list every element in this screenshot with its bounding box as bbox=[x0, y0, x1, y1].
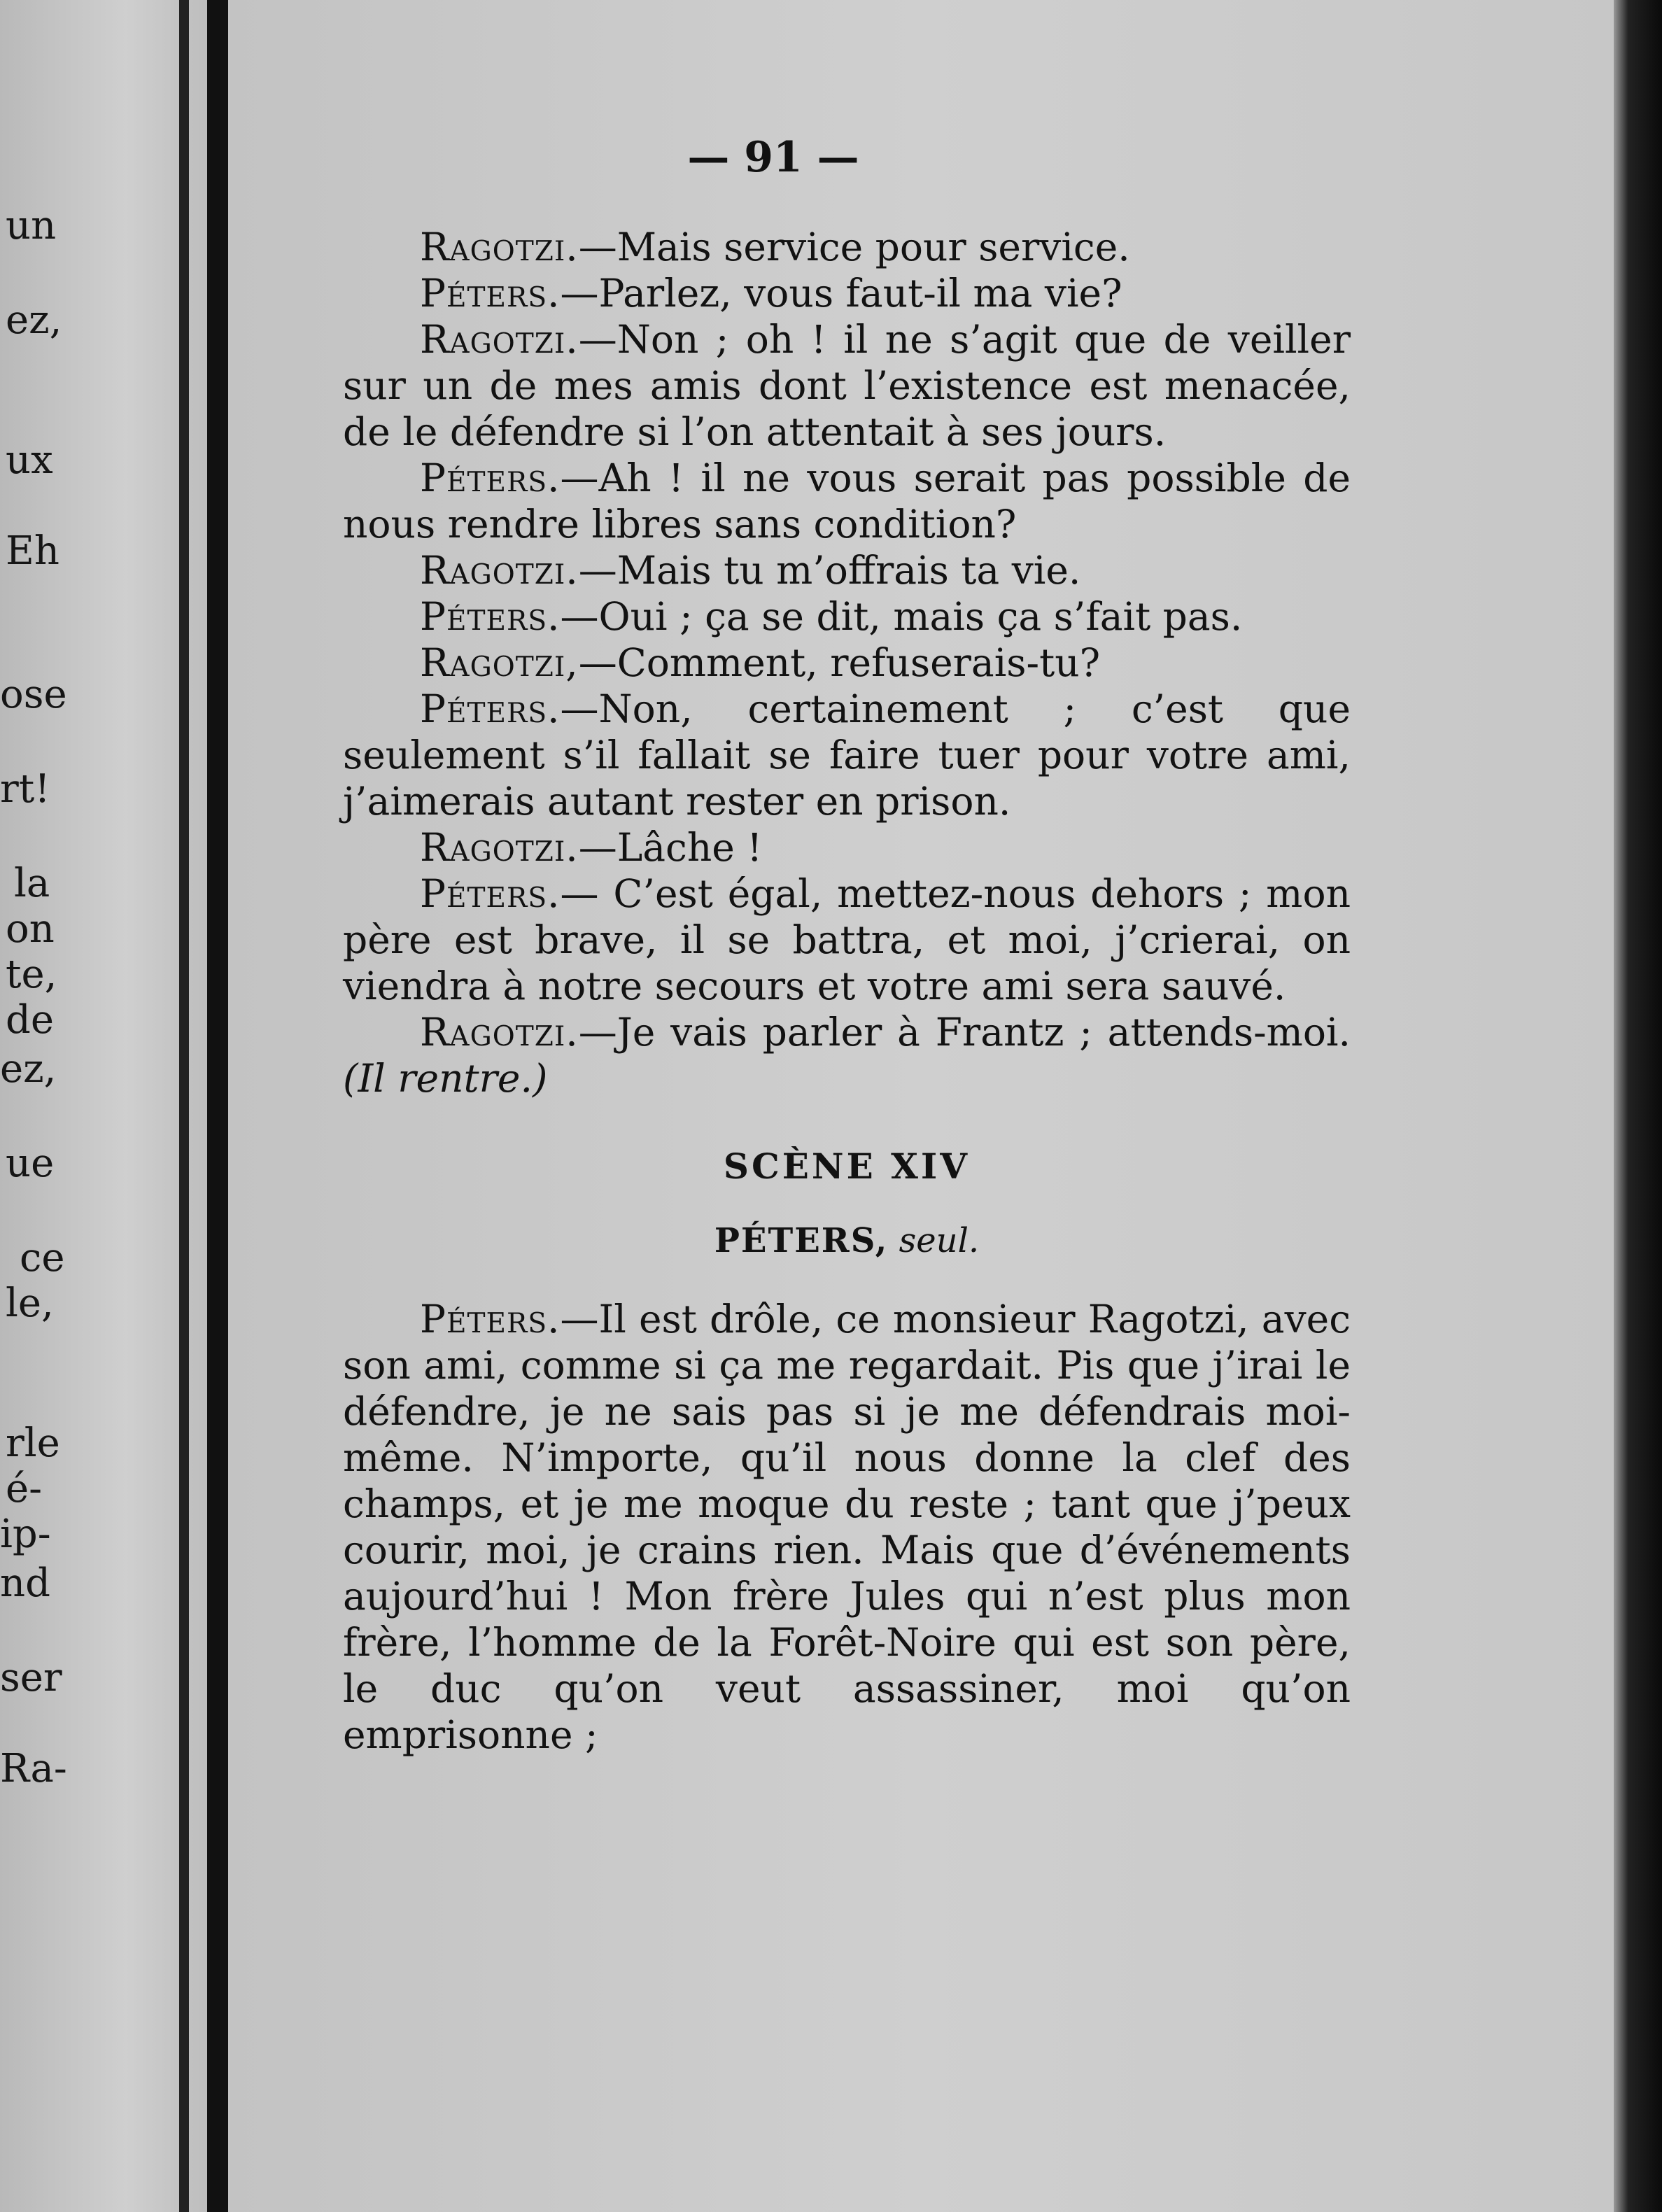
left-fragment: é- bbox=[6, 1466, 43, 1512]
speaker-name: Ragotzi. bbox=[420, 825, 579, 870]
monologue-text: —Il est drôle, ce monsieur Ragotzi, avec son ami, comme si ça me regardait. Pis que j’irai le défendre, je ne sais pas si je me défendrais moi-même. N’importe, qu’il nous donne la clef des champs, et je me moque du reste ; tant que j’peux courir, moi, je crains rien. Mais que d’événements aujourd’hui ! Mon frère Jules qui n’est plus mon frère, l’homme de la Forêt-Noire qui est son père, le duc qu’on veut assassiner, moi qu’on emprisonne ; bbox=[343, 1297, 1351, 1757]
left-fragment: ip- bbox=[0, 1512, 51, 1557]
left-fragment: Ra- bbox=[0, 1746, 67, 1791]
previous-page-edge bbox=[0, 0, 210, 2212]
cast-note: seul. bbox=[899, 1221, 980, 1260]
left-fragment: un bbox=[6, 203, 57, 248]
dialogue-line bbox=[343, 224, 1351, 270]
dialogue-text: — C’est égal, mettez-nous dehors ; mon père est brave, il se battra, et moi, j’crierai, on viendra à notre secours et votre ami sera sauvé. bbox=[343, 871, 1351, 1008]
dialogue-line bbox=[343, 593, 1351, 640]
left-fragment: ce bbox=[20, 1235, 65, 1281]
speaker-name: Péters. bbox=[420, 271, 561, 316]
monologue bbox=[343, 1296, 1351, 1758]
dialogue-text: —Mais tu m’offrais ta vie. bbox=[578, 548, 1081, 593]
speaker-name: Ragotzi. bbox=[420, 1010, 579, 1055]
left-fragment: te, bbox=[6, 952, 57, 997]
speaker-name: Péters. bbox=[420, 686, 561, 731]
left-fragment: ux bbox=[6, 437, 53, 483]
dialogue-text: —Lâche ! bbox=[578, 825, 763, 870]
left-fragment: ose bbox=[0, 672, 67, 717]
left-fragment: ue bbox=[6, 1141, 55, 1186]
left-fragment: Eh bbox=[6, 528, 59, 574]
dialogue-text: —Comment, refuserais-tu? bbox=[578, 640, 1101, 685]
speaker-name: Ragotzi. bbox=[420, 317, 579, 362]
page-text bbox=[343, 224, 1351, 1758]
speaker-name: Péters. bbox=[420, 594, 561, 639]
left-fragment: le, bbox=[6, 1281, 54, 1326]
speaker-name: Péters. bbox=[420, 871, 561, 916]
left-fragment: la bbox=[14, 861, 50, 906]
dialogue-text: —Non ; oh ! il ne s’agit que de veiller sur un de mes amis dont l’existence est menacée, de le défendre si l’on attentait à ses jours. bbox=[343, 317, 1351, 454]
left-fragment: on bbox=[6, 906, 55, 952]
speaker-name: Péters. bbox=[420, 1297, 561, 1341]
speaker-name: Ragotzi. bbox=[420, 225, 579, 269]
dialogue-text: —Parlez, vous faut-il ma vie? bbox=[560, 271, 1122, 316]
gutter-line bbox=[179, 0, 189, 2212]
page-number: — 91 — bbox=[687, 133, 859, 182]
left-fragment: ez, bbox=[6, 297, 62, 343]
dialogue-line bbox=[343, 871, 1351, 1009]
book-spine bbox=[207, 0, 228, 2212]
page-edge-shadow bbox=[1614, 0, 1662, 2212]
left-fragment: rle bbox=[6, 1421, 60, 1466]
left-fragment: de bbox=[6, 997, 54, 1043]
dialogue-text: —Oui ; ça se dit, mais ça s’fait pas. bbox=[560, 594, 1243, 639]
speaker-name: Ragotzi. bbox=[420, 548, 579, 593]
dialogue-line bbox=[343, 455, 1351, 547]
dialogue-line bbox=[343, 270, 1351, 316]
dialogue-line bbox=[343, 640, 1351, 686]
left-fragment: nd bbox=[0, 1561, 50, 1606]
left-fragment: ez, bbox=[0, 1046, 57, 1092]
stage-direction: (Il rentre.) bbox=[343, 1056, 548, 1101]
dialogue-line bbox=[343, 547, 1351, 593]
cast-name: PÉTERS, bbox=[714, 1221, 889, 1260]
dialogue-text: —Ah ! il ne vous serait pas possible de nous rendre libres sans condition? bbox=[343, 456, 1351, 547]
speaker-name: Péters. bbox=[420, 456, 561, 500]
scene-cast bbox=[343, 1218, 1351, 1264]
dialogue-text: —Mais service pour service. bbox=[578, 225, 1130, 269]
dialogue-text: —Je vais parler à Frantz ; attends-moi. bbox=[578, 1010, 1351, 1055]
dialogue-line bbox=[343, 1009, 1351, 1101]
dialogue-line bbox=[343, 316, 1351, 455]
left-fragment: ser bbox=[0, 1655, 62, 1700]
dialogue-line bbox=[343, 686, 1351, 824]
speaker-name: Ragotzi, bbox=[420, 640, 579, 685]
dialogue-text: —Non, certainement ; c’est que seulement s’il fallait se faire tuer pour votre ami, j’aimerais autant rester en prison. bbox=[343, 686, 1351, 824]
left-fragment: rt! bbox=[0, 766, 50, 812]
dialogue-line bbox=[343, 824, 1351, 871]
scene-heading: SCÈNE XIV bbox=[723, 1146, 971, 1187]
